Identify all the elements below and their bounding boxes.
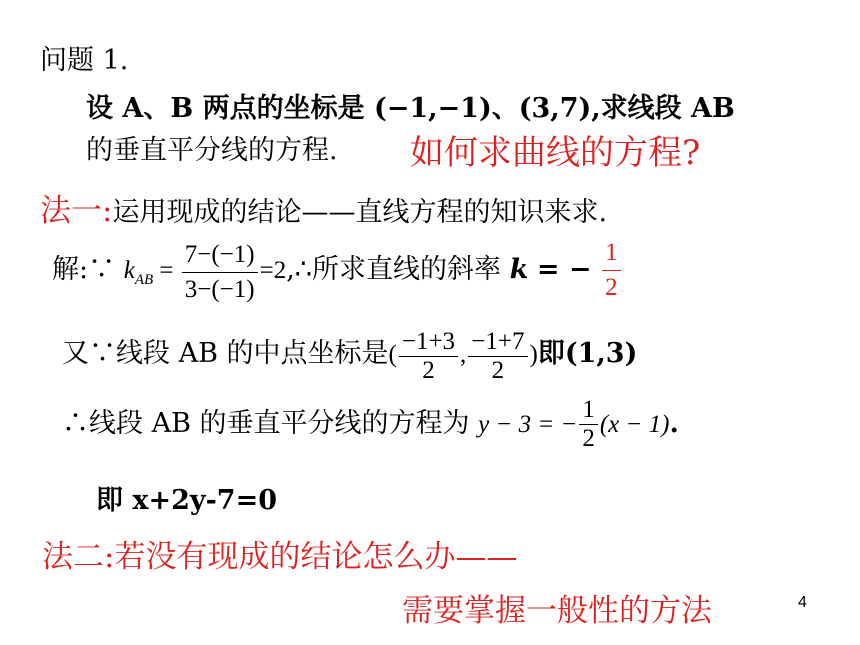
equation-numerator: 1: [579, 398, 598, 425]
method-2-line-2: 需要掌握一般性的方法: [402, 593, 712, 629]
equation-denominator: 2: [582, 425, 595, 452]
method-1-text: 运用现成的结论——直线方程的知识来求.: [112, 197, 608, 228]
perp-slope-numerator: 1: [602, 238, 621, 271]
equation-text: ∴线段 AB 的垂直平分线的方程为: [62, 408, 470, 439]
equals-minus: = −: [536, 254, 592, 285]
midpoint-result: 即(1,3): [537, 338, 638, 370]
perp-slope-fraction: [602, 238, 621, 303]
k-symbol-2: k: [509, 254, 529, 285]
midpoint-x-denominator: 2: [422, 357, 435, 384]
midpoint-y-numerator: −1+7: [468, 330, 527, 357]
method-1-label: 法一:: [40, 193, 113, 229]
equation-left: y − 3 = −: [478, 411, 578, 438]
equation-right: (x − 1): [599, 411, 670, 438]
problem-heading: 问题 1.: [40, 45, 129, 76]
perp-slope-denominator: 2: [605, 274, 618, 301]
paren-open: (: [388, 341, 397, 369]
slope-fraction: [182, 240, 258, 305]
equation-fraction: [579, 398, 598, 451]
k-symbol: k: [123, 257, 135, 284]
midpoint-y-fraction: [468, 330, 527, 383]
slope-denominator: 3−(−1): [184, 275, 255, 303]
solution-line-1: [52, 238, 623, 305]
midpoint-y-denominator: 2: [491, 357, 505, 384]
solution-line-4: 即 x+2y-7=0: [96, 485, 277, 516]
method-2-line-1: 法二:若没有现成的结论怎么办——: [42, 539, 518, 575]
midpoint-formula: [388, 328, 538, 384]
equals-sign: =: [159, 257, 174, 284]
comma: ,: [460, 341, 467, 369]
paren-close: ): [529, 341, 538, 369]
solution-prefix: 解:∵: [52, 254, 116, 285]
midpoint-x-fraction: [399, 330, 458, 383]
solution-line-3: [62, 398, 679, 451]
midpoint-text: 又∵线段 AB 的中点坐标是: [62, 338, 389, 370]
key-question: 如何求曲线的方程?: [410, 133, 701, 173]
equation-period: .: [669, 408, 679, 439]
problem-line-2: 的垂直平分线的方程.: [86, 135, 338, 166]
slope-value: =2: [259, 257, 287, 284]
k-subscript: AB: [134, 272, 154, 288]
slope-formula: [123, 240, 287, 303]
method-1: [40, 185, 607, 230]
problem-line-1: 设 A、B 两点的坐标是 (−1,−1)、(3,7),求线段 AB: [86, 93, 735, 124]
page-number: 4: [798, 594, 807, 611]
midpoint-x-numerator: −1+3: [399, 330, 458, 357]
slope-numerator: 7−(−1): [182, 240, 258, 273]
solution-line-2: [62, 330, 637, 383]
therefore-text: ,∴所求直线的斜率: [286, 254, 501, 285]
